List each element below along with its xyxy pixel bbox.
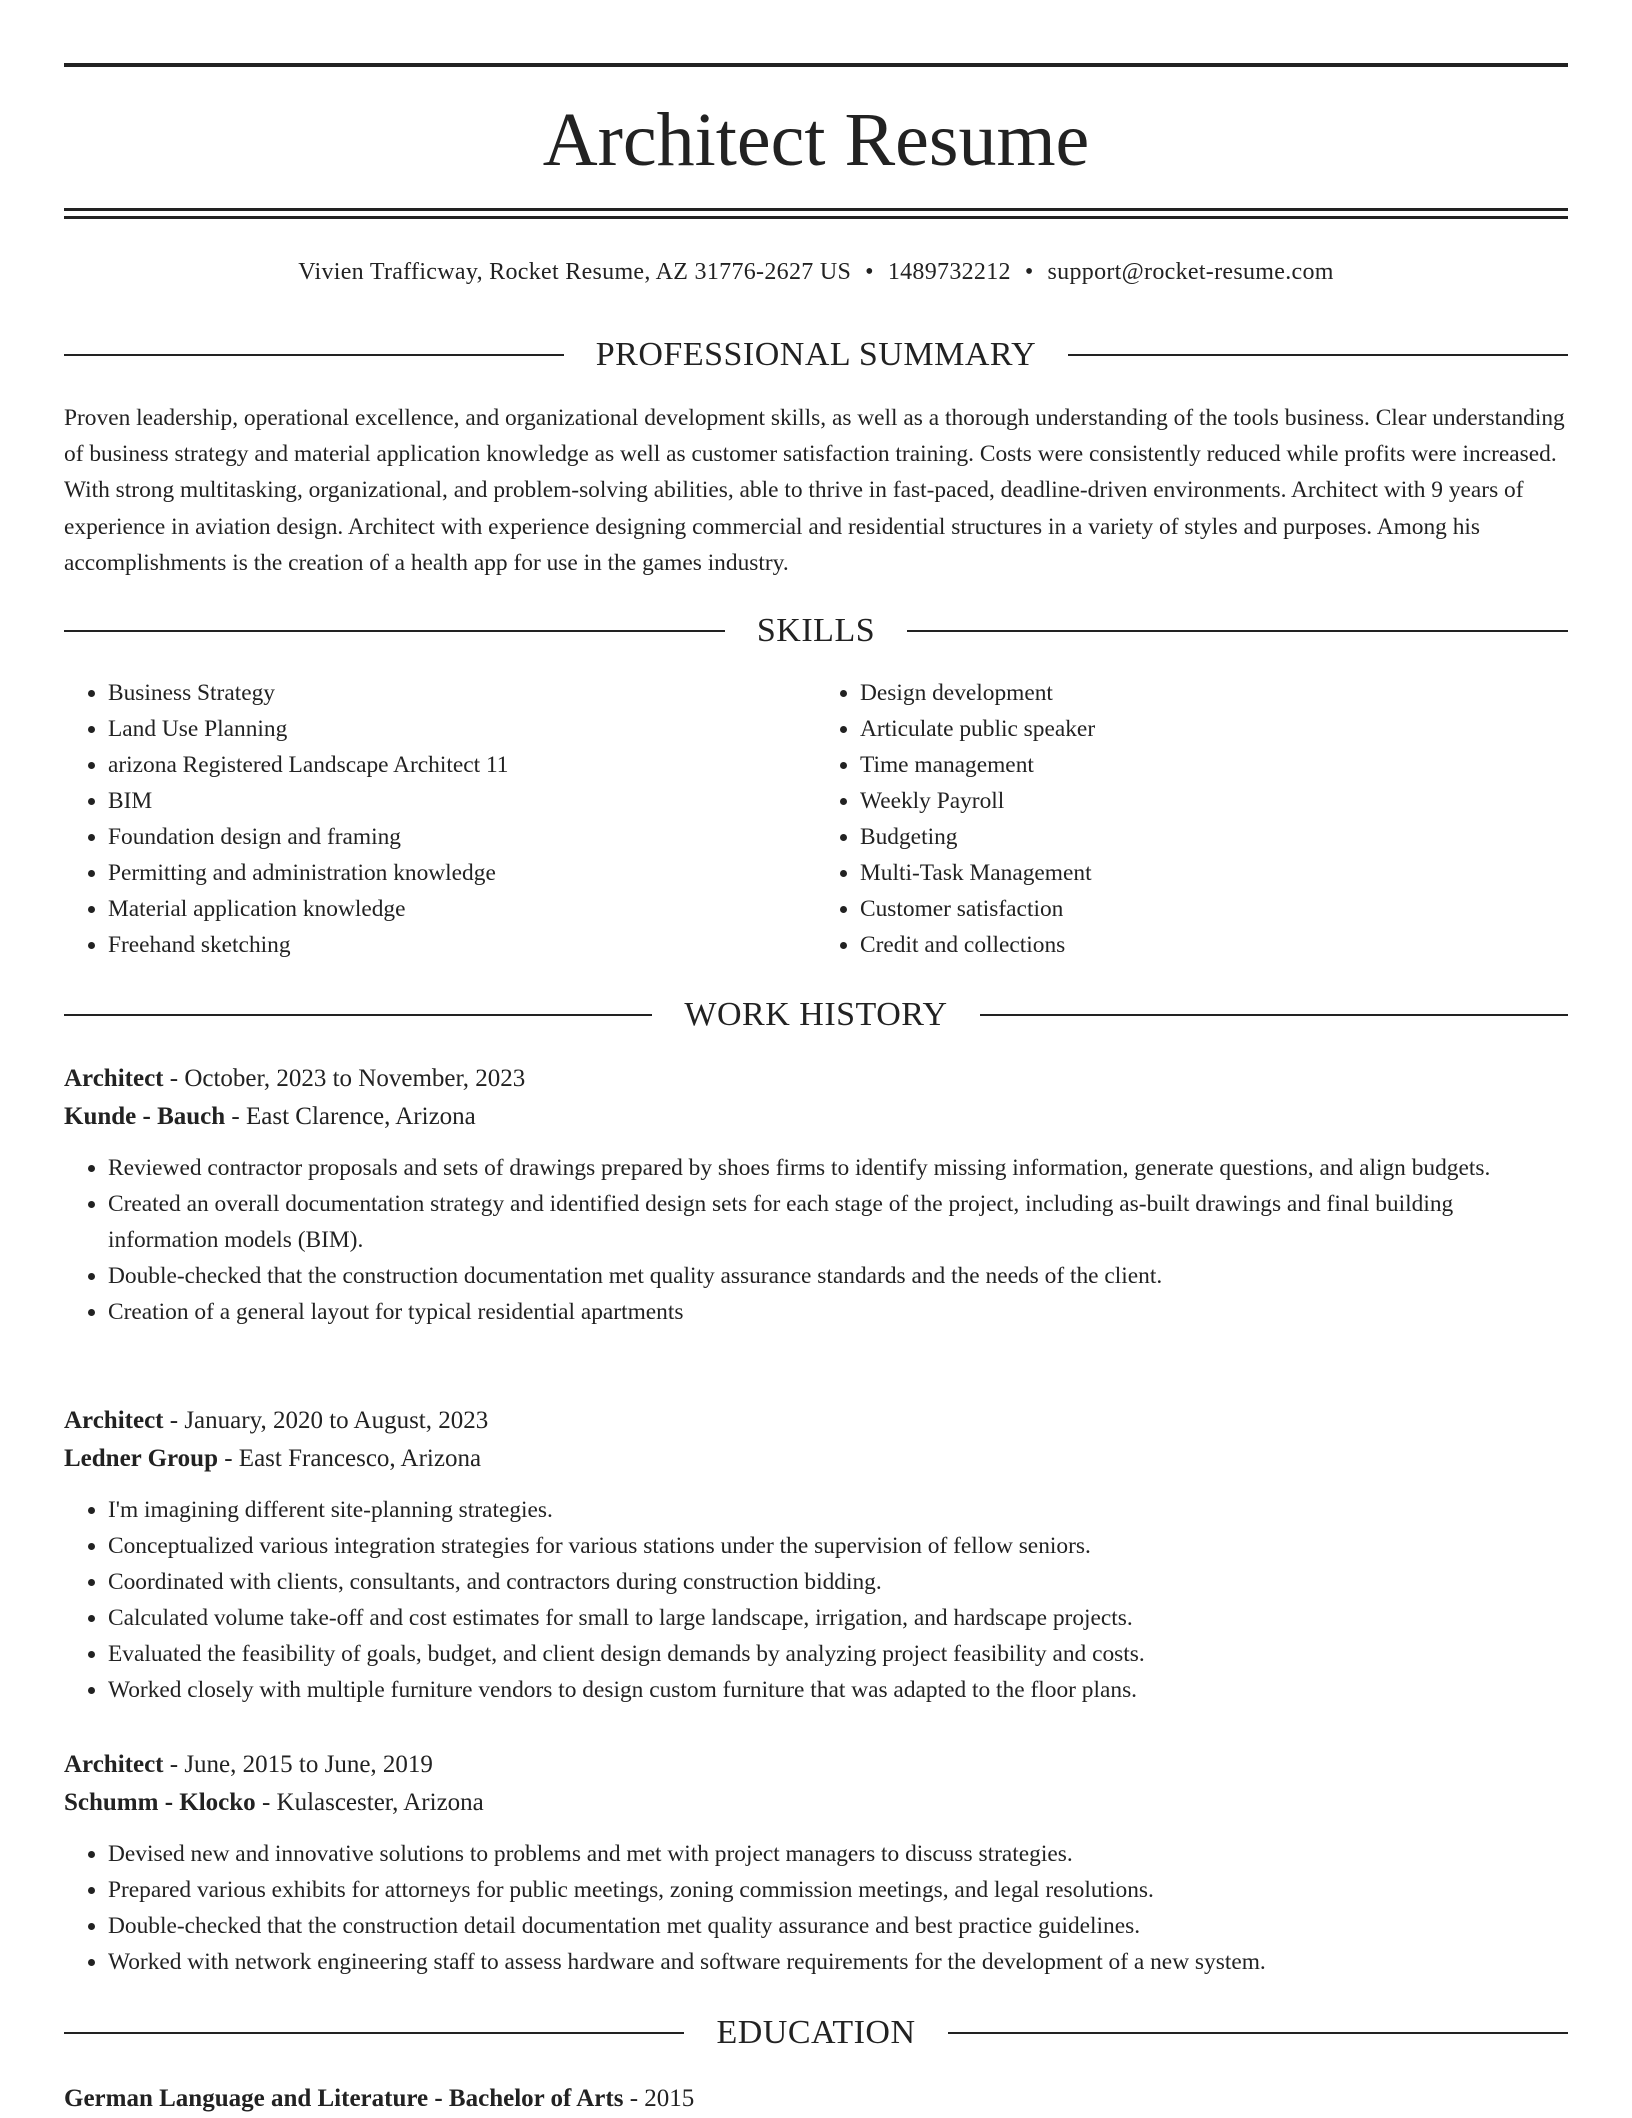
- skills-columns: [64, 675, 1568, 963]
- education-degree: German Language and Literature - Bachelor of Arts: [64, 2085, 624, 2112]
- skill-item: • Credit and collections: [860, 927, 1568, 963]
- job-dates: - June, 2015 to June, 2019: [163, 1751, 433, 1778]
- section-heading-education: [64, 2011, 1568, 2055]
- skill-item: • BIM: [108, 783, 816, 819]
- skill-item: • Freehand sketching: [108, 927, 816, 963]
- heading-rule: [64, 1014, 652, 1016]
- job-bullet: • Double-checked that the construction documentation met quality assurance standards and the needs of the client.: [108, 1258, 1568, 1294]
- skills-list-left: [64, 675, 816, 963]
- job-dates: - October, 2023 to November, 2023: [163, 1065, 526, 1092]
- heading-rule: [1068, 354, 1568, 356]
- heading-rule: [907, 630, 1568, 632]
- job-entry: [64, 1746, 1568, 1980]
- job-location: - East Francesco, Arizona: [217, 1445, 482, 1472]
- section-title: WORK HISTORY: [684, 996, 948, 1033]
- section-title: PROFESSIONAL SUMMARY: [595, 336, 1037, 373]
- page-title: Architect Resume: [542, 98, 1090, 182]
- job-company: Schumm - Klocko: [64, 1789, 256, 1816]
- heading-rule: [64, 630, 725, 632]
- job-bullet: • Coordinated with clients, consultants, and contractors during construction bidding.: [108, 1564, 1568, 1600]
- job-bullet: • Prepared various exhibits for attorneys for public meetings, zoning commission meetings, and legal resolutions.: [108, 1872, 1568, 1908]
- job-bullet: • Created an overall documentation strategy and identified design sets for each stage of the project, including as-built drawings and final building information models (BIM).: [108, 1186, 1568, 1258]
- job-entry: [64, 1402, 1568, 1708]
- skill-item: • Foundation design and framing: [108, 819, 816, 855]
- job-title: Architect: [64, 1751, 164, 1778]
- job-title-line: [64, 1402, 1568, 1440]
- education-entry: [64, 2080, 1568, 2118]
- job-bullet: • Double-checked that the construction detail documentation met quality assurance and best practice guidelines.: [108, 1908, 1568, 1944]
- job-company: Ledner Group: [64, 1445, 218, 1472]
- job-bullets: [64, 1492, 1568, 1708]
- job-company-line: [64, 1784, 1568, 1822]
- job-bullet: • I'm imagining different site-planning strategies.: [108, 1492, 1568, 1528]
- job-dates: - January, 2020 to August, 2023: [163, 1407, 489, 1434]
- job-title: Architect: [64, 1407, 164, 1434]
- job-bullets: [64, 1150, 1568, 1330]
- job-title: Architect: [64, 1065, 164, 1092]
- job-bullet: • Devised new and innovative solutions to problems and met with project managers to discuss strategies.: [108, 1836, 1568, 1872]
- skill-item: • arizona Registered Landscape Architect 11: [108, 747, 816, 783]
- contact-email: support@rocket-resume.com: [1047, 259, 1334, 285]
- job-company-line: [64, 1098, 1568, 1136]
- skill-item: • Customer satisfaction: [860, 891, 1568, 927]
- section-heading-skills: [64, 609, 1568, 653]
- job-company-line: [64, 1440, 1568, 1478]
- contact-address: Vivien Trafficway, Rocket Resume, AZ 31776-2627 US: [298, 259, 852, 285]
- job-title-line: [64, 1746, 1568, 1784]
- job-bullets: [64, 1836, 1568, 1980]
- skill-item: • Articulate public speaker: [860, 711, 1568, 747]
- section-title: SKILLS: [756, 612, 876, 649]
- section-title: EDUCATION: [716, 2014, 916, 2051]
- job-bullet: • Worked with network engineering staff to assess hardware and software requirements for the development of a new system.: [108, 1944, 1568, 1980]
- education-year: - 2015: [623, 2085, 695, 2112]
- skills-list-right: [816, 675, 1568, 963]
- job-company: Kunde - Bauch: [64, 1103, 226, 1130]
- skill-item: • Design development: [860, 675, 1568, 711]
- skill-item: • Business Strategy: [108, 675, 816, 711]
- contact-separator: •: [865, 259, 874, 285]
- job-bullet: • Evaluated the feasibility of goals, budget, and client design demands by analyzing project feasibility and costs.: [108, 1636, 1568, 1672]
- contact-phone: 1489732212: [887, 259, 1011, 285]
- skill-item: • Land Use Planning: [108, 711, 816, 747]
- heading-rule: [64, 2032, 684, 2034]
- job-bullet: • Worked closely with multiple furniture vendors to design custom furniture that was adapted to the floor plans.: [108, 1672, 1568, 1708]
- skill-item: • Multi-Task Management: [860, 855, 1568, 891]
- skill-item: • Time management: [860, 747, 1568, 783]
- skill-item: • Permitting and administration knowledge: [108, 855, 816, 891]
- section-heading-work: [64, 993, 1568, 1037]
- title-double-rule: [64, 208, 1568, 219]
- job-bullet: • Reviewed contractor proposals and sets of drawings prepared by shoes firms to identify missing information, generate questions, and align budgets.: [108, 1150, 1568, 1186]
- job-bullet: • Creation of a general layout for typical residential apartments: [108, 1294, 1568, 1330]
- skill-item: • Budgeting: [860, 819, 1568, 855]
- heading-rule: [980, 1014, 1568, 1016]
- skill-item: • Material application knowledge: [108, 891, 816, 927]
- top-rule: [64, 63, 1568, 67]
- heading-rule: [948, 2032, 1568, 2034]
- job-location: - Kulascester, Arizona: [255, 1789, 484, 1816]
- skill-item: • Weekly Payroll: [860, 783, 1568, 819]
- job-entry: [64, 1060, 1568, 1330]
- heading-rule: [64, 354, 564, 356]
- job-title-line: [64, 1060, 1568, 1098]
- section-heading-summary: [64, 333, 1568, 377]
- job-bullet: • Calculated volume take-off and cost estimates for small to large landscape, irrigation, and hardscape projects.: [108, 1600, 1568, 1636]
- summary-text: Proven leadership, operational excellence, and organizational development skills, as well as a thorough understanding of the tools business. Clear understanding of business strategy and material application knowledge as well as customer satisfaction training. Costs were consistently reduced while profits were increased. With strong multitasking, organizational, and problem-solving abilities, able to thrive in fast-paced, deadline-driven environments. Architect with 9 years of experience in aviation design. Architect with experience designing commercial and residential structures in a variety of styles and purposes. Among his accomplishments is the creation of a health app for use in the games industry.: [64, 405, 1565, 576]
- contact-line: [64, 254, 1568, 290]
- job-location: - East Clarence, Arizona: [225, 1103, 476, 1130]
- contact-separator: •: [1024, 259, 1034, 285]
- job-bullet: • Conceptualized various integration strategies for various stations under the supervision of fellow seniors.: [108, 1528, 1568, 1564]
